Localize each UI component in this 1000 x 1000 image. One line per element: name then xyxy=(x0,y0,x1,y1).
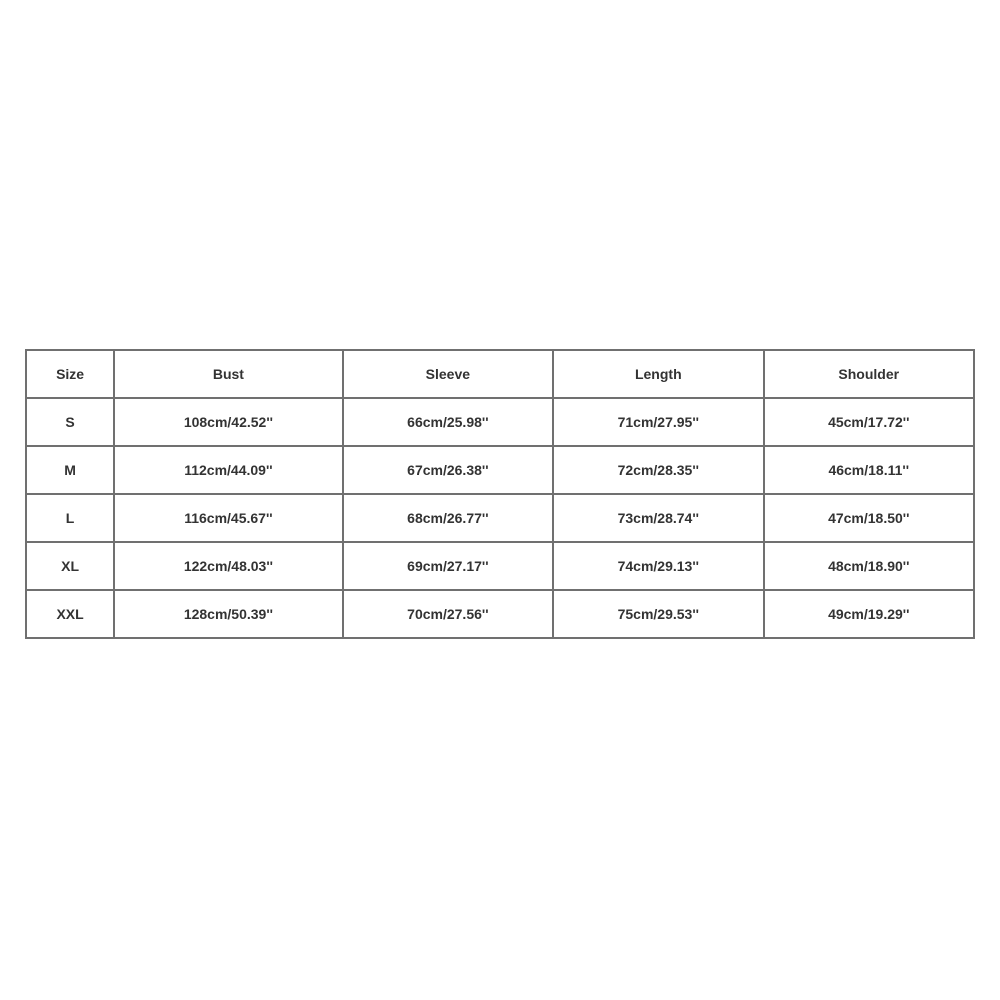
cell-bust: 116cm/45.67'' xyxy=(114,494,342,542)
cell-size: S xyxy=(26,398,114,446)
header-bust: Bust xyxy=(114,350,342,398)
table-row xyxy=(26,398,974,446)
cell-bust: 128cm/50.39'' xyxy=(114,590,342,638)
header-row xyxy=(26,350,974,398)
cell-size: XL xyxy=(26,542,114,590)
cell-length: 71cm/27.95'' xyxy=(553,398,763,446)
cell-sleeve: 70cm/27.56'' xyxy=(343,590,553,638)
cell-sleeve: 69cm/27.17'' xyxy=(343,542,553,590)
cell-length: 73cm/28.74'' xyxy=(553,494,763,542)
header-shoulder: Shoulder xyxy=(764,350,974,398)
cell-bust: 112cm/44.09'' xyxy=(114,446,342,494)
size-chart-table xyxy=(25,349,975,639)
header-sleeve: Sleeve xyxy=(343,350,553,398)
header-length: Length xyxy=(553,350,763,398)
table-row xyxy=(26,446,974,494)
cell-sleeve: 68cm/26.77'' xyxy=(343,494,553,542)
cell-length: 75cm/29.53'' xyxy=(553,590,763,638)
table-row xyxy=(26,494,974,542)
cell-shoulder: 49cm/19.29'' xyxy=(764,590,974,638)
header-size: Size xyxy=(26,350,114,398)
cell-sleeve: 66cm/25.98'' xyxy=(343,398,553,446)
cell-shoulder: 46cm/18.11'' xyxy=(764,446,974,494)
cell-bust: 108cm/42.52'' xyxy=(114,398,342,446)
cell-length: 72cm/28.35'' xyxy=(553,446,763,494)
cell-shoulder: 47cm/18.50'' xyxy=(764,494,974,542)
cell-bust: 122cm/48.03'' xyxy=(114,542,342,590)
cell-shoulder: 45cm/17.72'' xyxy=(764,398,974,446)
cell-size: XXL xyxy=(26,590,114,638)
cell-size: M xyxy=(26,446,114,494)
table-row xyxy=(26,590,974,638)
cell-sleeve: 67cm/26.38'' xyxy=(343,446,553,494)
cell-length: 74cm/29.13'' xyxy=(553,542,763,590)
cell-shoulder: 48cm/18.90'' xyxy=(764,542,974,590)
table-row xyxy=(26,542,974,590)
cell-size: L xyxy=(26,494,114,542)
